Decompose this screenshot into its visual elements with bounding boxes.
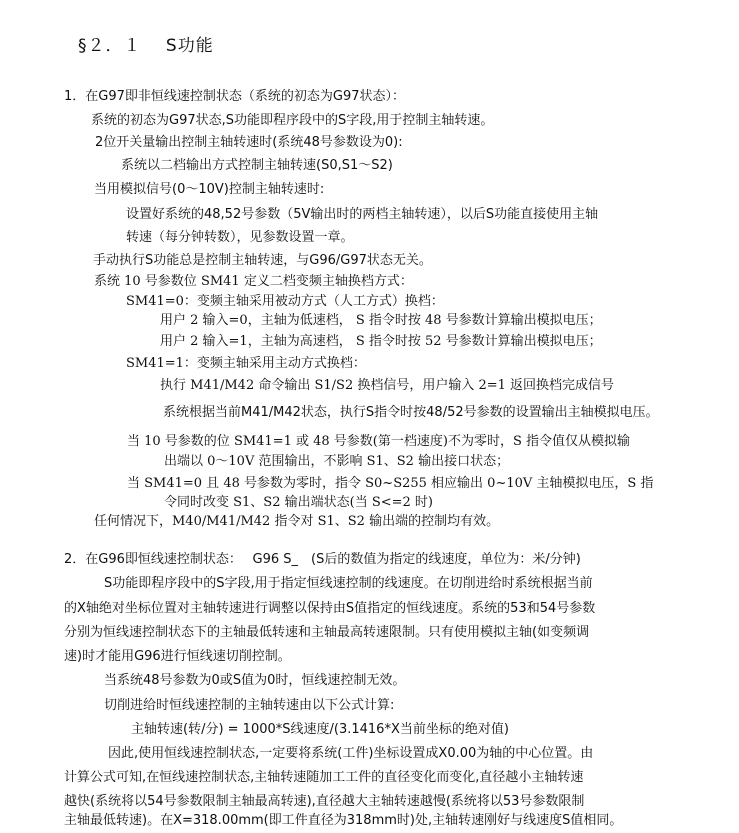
part2-paragraph-1b: 的X轴绝对坐标位置对主轴转速进行调整以保持由S值指定的恒线速度。系统的53和54号参数 — [64, 601, 596, 616]
part1-paragraph-16: 任何情况下，M40/M41/M42 指令对 S1、S2 输出端的控制均有效。 — [94, 514, 500, 529]
part1-paragraph-3: 系统以二档输出方式控制主轴转速(S0,S1～S2) — [121, 158, 393, 173]
part2-paragraph-2: 当系统48号参数为0或S值为0时，恒线速控制无效。 — [104, 673, 406, 688]
part1-paragraph-4: 当用模拟信号(0～10V)控制主轴转速时: — [94, 182, 325, 197]
part1-paragraph-9: 用户 2 输入=0，主轴为低速档， S 指令时按 48 号参数计算输出模拟电压； — [160, 313, 602, 328]
part1-paragraph-6: 手动执行S功能总是控制主轴转速，与G96/G97状态无关。 — [93, 253, 432, 268]
part2-paragraph-1d: 速)时才能用G96进行恒线速切削控制。 — [64, 649, 291, 664]
part2-paragraph-5a: 因此,使用恒线速控制状态,一定要将系统(工件)坐标设置成X0.00为轴的中心位置。由 — [108, 746, 594, 761]
part2-paragraph-5c: 越快(系统将以54号参数限制主轴最高转速),直径越大主轴转速越慢(系统将以53号参数限制 — [64, 794, 585, 809]
part1-paragraph-15b: 令同时改变 S1、S2 输出端状态(当 S<=2 时) — [164, 495, 433, 510]
part2-heading: 2．在G96即恒线速控制状态： G96 S_ (S后的数值为指定的线速度，单位为：米/分钟) — [64, 552, 581, 567]
part1-paragraph-5a: 设置好系统的48,52号参数（5V输出时的两档主轴转速），以后S功能直接使用主轴 — [126, 207, 599, 222]
part2-formula: 主轴转速(转/分) = 1000*S线速度/(3.1416*X当前坐标的绝对值) — [131, 722, 509, 737]
part1-paragraph-1: 系统的初态为G97状态,S功能即程序段中的S字段,用于控制主轴转速。 — [91, 113, 494, 128]
part1-paragraph-2: 2位开关量输出控制主轴转速时(系统48号参数设为0): — [95, 135, 403, 150]
part2-paragraph-5d: 主轴最低转速)。在X=318.00mm(即工件直径为318mm时)处,主轴转速刚好与线速度S值相同。 — [64, 813, 623, 828]
part2-paragraph-1c: 分别为恒线速控制状态下的主轴最低转速和主轴最高转速限制。只有使用模拟主轴(如变频调 — [64, 625, 590, 640]
section-title: §２．１ S功能 — [78, 36, 214, 56]
part1-paragraph-8: SM41=0：变频主轴采用被动方式（人工方式）换档： — [126, 294, 444, 309]
part2-paragraph-3: 切削进给时恒线速控制的主轴转速由以下公式计算: — [104, 698, 395, 713]
part1-heading: 1．在G97即非恒线速控制状态（系统的初态为G97状态）： — [64, 89, 406, 104]
part1-paragraph-15a: 当 SM41=0 且 48 号参数为零时，指令 S0~S255 相应输出 0~10V 主轴模拟电压，S 指 — [127, 476, 654, 491]
part1-paragraph-12: 执行 M41/M42 命令输出 S1/S2 换档信号，用户输入 2=1 返回换档完成信号 — [160, 378, 615, 393]
part1-paragraph-5b: 转速（每分钟转数），见参数设置一章。 — [126, 230, 354, 245]
part1-paragraph-14b: 出端以 0～10V 范围输出，不影响 S1、S2 输出接口状态； — [164, 454, 510, 469]
part2-paragraph-1a: S功能即程序段中的S字段,用于指定恒线速控制的线速度。在切削进给时系统根据当前 — [104, 576, 593, 591]
part2-paragraph-5b: 计算公式可知,在恒线速控制状态,主轴转速随加工工件的直径变化而变化,直径越小主轴转速 — [64, 770, 584, 785]
part1-paragraph-13: 系统根据当前M41/M42状态，执行S指令时按48/52号参数的设置输出主轴模拟电压。 — [163, 405, 659, 420]
part1-paragraph-14a: 当 10 号参数的位 SM41=1 或 48 号参数(第一档速度)不为零时，S 指令值仅从模拟输 — [127, 434, 630, 449]
part1-paragraph-7: 系统 10 号参数位 SM41 定义二档变频主轴换档方式： — [94, 274, 413, 289]
part1-paragraph-10: 用户 2 输入=1，主轴为高速档， S 指令时按 52 号参数计算输出模拟电压； — [160, 334, 602, 349]
part1-paragraph-11: SM41=1：变频主轴采用主动方式换档： — [126, 356, 366, 371]
